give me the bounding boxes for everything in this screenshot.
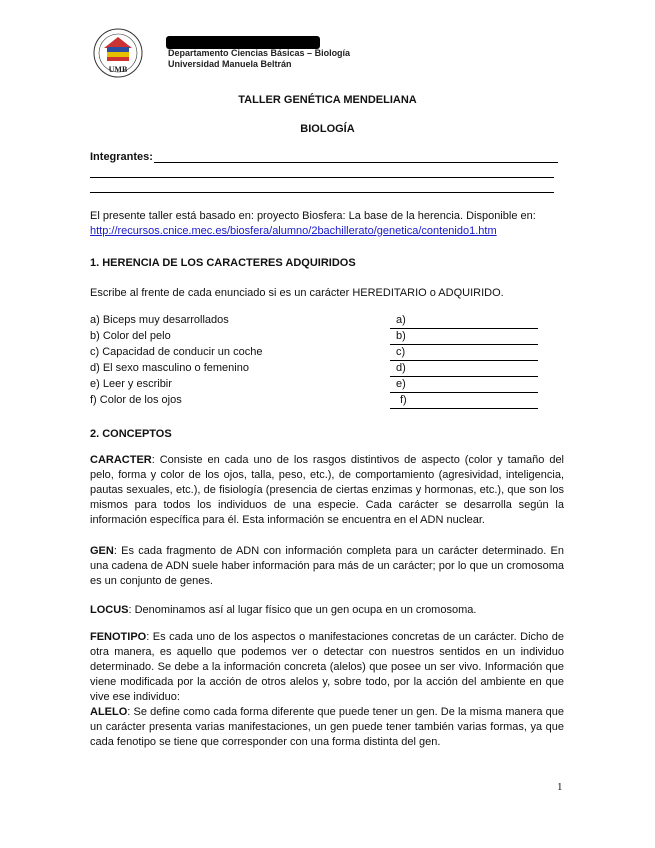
- statement-e: e) Leer y escribir: [90, 378, 172, 390]
- intro-text: El presente taller está basado en: proyecto Biosfera: La base de la herencia. Disponible en:: [90, 210, 536, 222]
- department-name: Departamento Ciencias Básicas – Biología: [168, 48, 351, 58]
- university-name: Universidad Manuela Beltrán: [168, 59, 292, 69]
- answer-field-f[interactable]: [390, 393, 538, 409]
- answer-label: e): [396, 378, 406, 390]
- answer-field-b[interactable]: [390, 329, 538, 345]
- answer-label: a): [396, 314, 406, 326]
- concept-term: LOCUS: [90, 604, 129, 616]
- concept-fenotipo: [90, 630, 564, 705]
- integrantes-line-3[interactable]: [90, 192, 554, 193]
- integrantes-label: Integrantes:: [90, 151, 153, 163]
- concept-term: FENOTIPO: [90, 631, 147, 643]
- section1-instruction: Escribe al frente de cada enunciado si es un carácter HEREDITARIO o ADQUIRIDO.: [90, 287, 504, 299]
- concept-term: CARACTER: [90, 454, 152, 466]
- concept-definition: : Consiste en cada uno de los rasgos distintivos de aspecto (color y tamaño del pelo, forma y color de los ojos, talla, peso, etc.), de comportamiento (agresividad, inteligencia, pautas sexuales, etc.), de fisiología (presencia de ciertas enzimas y hormonas, etc.), que son los mismos para todos los individuos de una especie. Cada carácter se desarrolla según la información específica para él. Esta información se encuentra en el ADN nuclear.: [90, 454, 564, 526]
- answer-label: b): [396, 330, 406, 342]
- answer-label: f): [400, 394, 407, 406]
- section2-heading: 2. CONCEPTOS: [90, 428, 172, 440]
- answer-label: c): [396, 346, 406, 358]
- concept-gen: [90, 544, 564, 589]
- umb-logo-icon: [93, 28, 143, 78]
- answer-field-d[interactable]: [390, 361, 538, 377]
- integrantes-line-2[interactable]: [90, 177, 554, 178]
- concept-definition: : Es cada uno de los aspectos o manifestaciones concretas de un carácter. Dicho de otra manera, es aquello que podemos ver o detectar con nuestros sentidos en un individuo determinado. Se debe a la información concreta (alelos) que posee un ser vivo. Información que viene modificada por la acción de otros alelos y, sobre todo, por la acción del ambiente en que vive ese individuo:: [90, 631, 564, 703]
- answer-field-e[interactable]: [390, 377, 538, 393]
- concept-definition: : Es cada fragmento de ADN con información completa para un carácter determinado. En una cadena de ADN suele haber información para más de un carácter; por lo que un cromosoma es un conjunto de genes.: [90, 545, 564, 587]
- page-subtitle: BIOLOGÍA: [300, 123, 355, 135]
- page-title: TALLER GENÉTICA MENDELIANA: [238, 94, 417, 106]
- page-number: 1: [557, 781, 563, 793]
- concept-definition: : Se define como cada forma diferente que puede tener un gen. De la misma manera que un carácter presenta varias manifestaciones, un gen puede tener también varias formas, ya que cada fenotipo se tiene que corresponder con una forma distinta del gen.: [90, 706, 564, 748]
- concept-definition: : Denominamos así al lugar físico que un gen ocupa en un cromosoma.: [128, 604, 477, 616]
- statement-d: d) El sexo masculino o femenino: [90, 362, 249, 374]
- integrantes-line-1[interactable]: [154, 162, 558, 163]
- section1-heading: 1. HERENCIA DE LOS CARACTERES ADQUIRIDOS: [90, 257, 356, 269]
- answer-field-c[interactable]: [390, 345, 538, 361]
- answer-label: d): [396, 362, 406, 374]
- source-link[interactable]: http://recursos.cnice.mec.es/biosfera/alumno/2bachillerato/genetica/contenido1.htm: [90, 225, 497, 237]
- statement-f: f) Color de los ojos: [90, 394, 182, 406]
- header-block: [168, 48, 350, 70]
- concept-caracter: [90, 453, 564, 528]
- statement-b: b) Color del pelo: [90, 330, 171, 342]
- concept-term: GEN: [90, 545, 114, 557]
- concept-locus: [90, 603, 564, 618]
- statement-a: a) Biceps muy desarrollados: [90, 314, 229, 326]
- statement-c: c) Capacidad de conducir un coche: [90, 346, 263, 358]
- logo-text: UMB: [108, 65, 128, 74]
- answer-field-a[interactable]: [390, 313, 538, 329]
- concept-alelo: [90, 705, 564, 750]
- concept-term: ALELO: [90, 706, 128, 718]
